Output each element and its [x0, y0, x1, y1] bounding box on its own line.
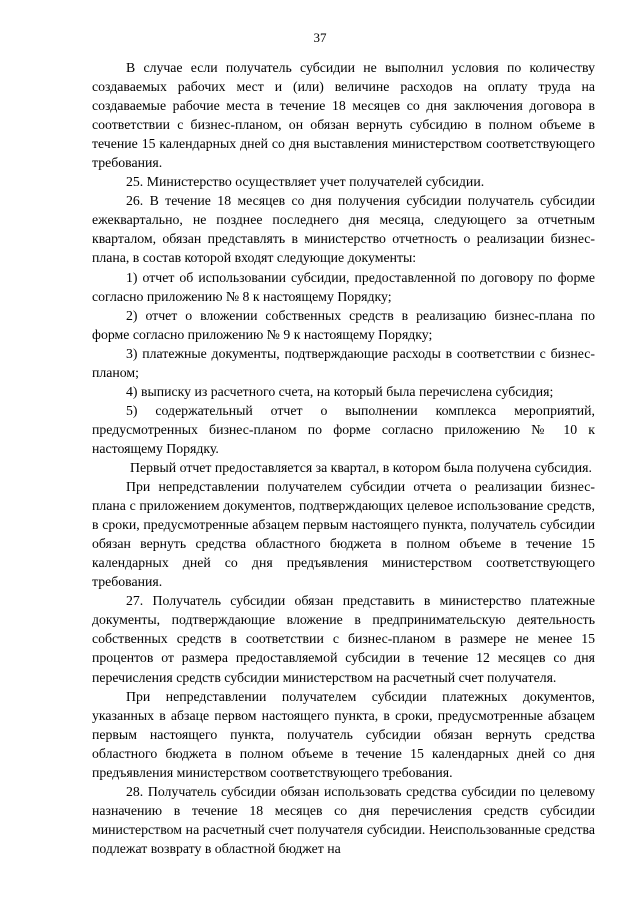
list-item-2: 2) отчет о вложении собственных средств в реализацию бизнес-плана по форме согласно приложению № 9 к настоящему Порядку; — [92, 307, 595, 342]
page-number: 37 — [313, 30, 327, 45]
paragraph-item-26: 26. В течение 18 месяцев со дня получения субсидии получатель субсидии ежеквартально, не позднее последнего дня месяца, следующего за отчетным кварталом, обязан представлять в министерство отчетность о реализации бизнес-плана, в состав которой входят следующие документы: — [92, 193, 595, 266]
list-item-4: 4) выписку из расчетного счета, на который была перечислена субсидия; — [126, 383, 554, 399]
paragraph-report-nonsubmission: При непредставлении получателем субсидии отчета о реализации бизнес-плана с приложением документов, подтверждающих целевое использование средств, в сроки, предусмотренные абзацем первым настоящего пункта, получатель субсидии обязан вернуть средства областного бюджета в полном объеме в течение 15 календарных дней со дня предъявления министерством соответствующего требования. — [92, 479, 595, 590]
list-item-1: 1) отчет об использовании субсидии, предоставленной по договору по форме согласно приложению № 8 к настоящему Порядку; — [92, 269, 595, 304]
paragraph-payment-docs-nonsubmission: При непредставлении получателем субсидии платежных документов, указанных в абзаце первом настоящего пункта, в сроки, предусмотренные абзацем первым настоящего пункта, получатель субсидии обязан вернуть средства областного бюджета в полном объеме в течение 15 календарных дней со дня предъявления министерством соответствующего требования. — [92, 688, 595, 780]
paragraph-item-25: 25. Министерство осуществляет учет получателей субсидии. — [126, 174, 485, 190]
paragraph-subsidy-return-condition: В случае если получатель субсидии не выполнил условия по количеству создаваемых рабочих мест и (или) величине расходов на оплату труда на создаваемые рабочие места в течение 18 месяцев со дня заключения договора в соответствии с бизнес-планом, он обязан вернуть субсидию в полном объеме в течение 15 календарных дней со дня выставления министерством соответствующего требования. — [92, 60, 595, 171]
document-body — [92, 58, 595, 858]
paragraph-first-report: Первый отчет предоставляется за квартал, в котором была получена субсидия. — [130, 459, 592, 475]
paragraph-item-27: 27. Получатель субсидии обязан представить в министерство платежные документы, подтверждающие вложение в предпринимательскую деятельность собственных средств в соответствии с бизнес-планом в размере не менее 15 процентов от размера предоставляемой субсидии в течение 12 месяцев со дня перечисления средств субсидии министерством на расчетный счет получателя. — [92, 593, 595, 685]
paragraph-item-28: 28. Получатель субсидии обязан использовать средства субсидии по целевому назначению в течение 18 месяцев со дня перечисления средств субсидии министерством на расчетный счет получателя субсидии. Неиспользованные средства подлежат возврату в областной бюджет на — [92, 783, 595, 856]
list-item-3: 3) платежные документы, подтверждающие расходы в соответствии с бизнес-планом; — [92, 345, 595, 380]
list-item-5: 5) содержательный отчет о выполнении комплекса мероприятий, предусмотренных бизнес-планом по форме согласно приложению № 10 к настоящему Порядку. — [92, 402, 595, 456]
